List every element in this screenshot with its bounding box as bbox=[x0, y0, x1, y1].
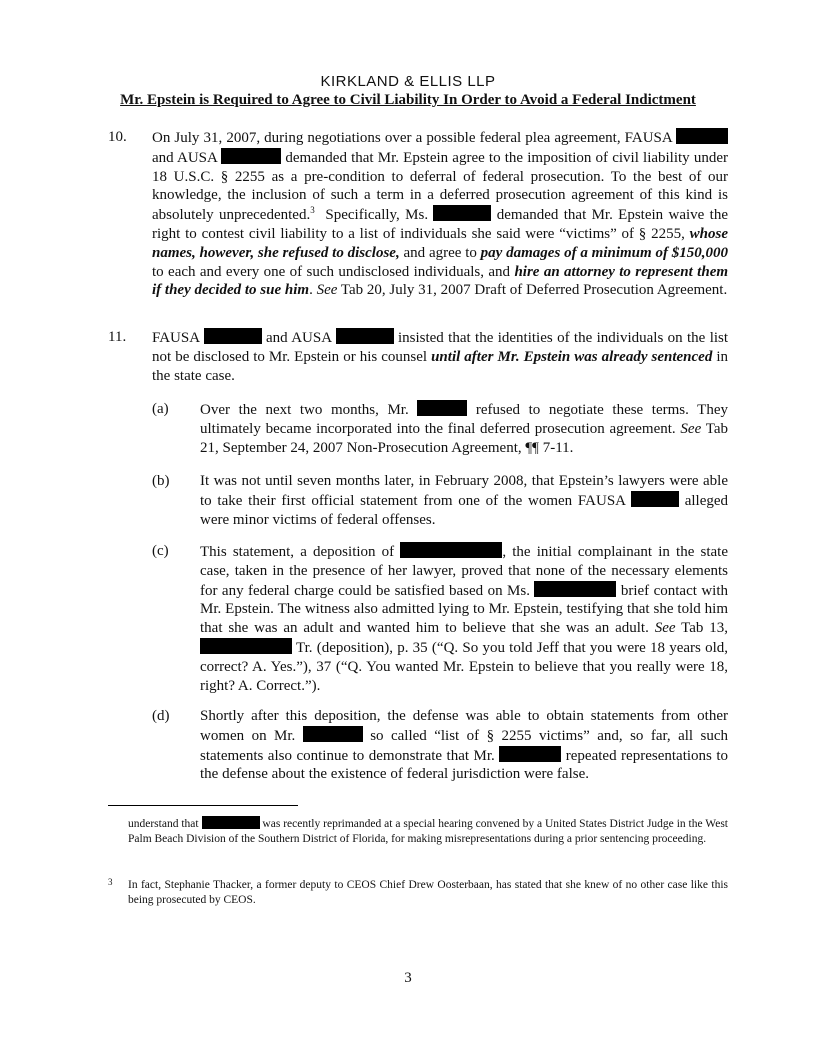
footnote-3 bbox=[108, 878, 728, 908]
emphasis: until after Mr. Epstein was already sentenced bbox=[431, 348, 713, 365]
emphasis: hire an attorney to represent them if they decided to sue him bbox=[152, 263, 729, 299]
subparagraph-a: (a) Over the next two months, Mr. refused to negotiate these terms. They ultimately became incorporated into the final deferred prosecution agreement. See Tab 21, September 24, 2007 Non-Prosecution Agreement, ¶¶ 7-11. bbox=[152, 401, 729, 456]
section-heading: Mr. Epstein is Required to Agree to Civil Liability In Order to Avoid a Federal Indictment bbox=[120, 92, 696, 108]
redaction bbox=[534, 581, 616, 597]
subparagraph-c: (c) This statement, a deposition of , the initial complainant in the state case, taken in the presence of her lawyer, proved that none of the necessary elements for any federal charge could be satisfied based on Ms. brief contact with Mr. Epstein. The witness also admitted lying to Mr. Epstein, testifying that she told him that she was an adult and wanted him to believe that she was an adult. See Tab 13, Tr. (deposition), p. 35 (“Q. So you told Jeff that you were 18 years old, correct? A. Yes.”), 37 (“Q. You wanted Mr. Epstein to believe that you really were 18, right? A. Correct.”). bbox=[152, 543, 729, 694]
redaction bbox=[202, 816, 260, 829]
redaction bbox=[433, 205, 491, 221]
footnote-ref: 3 bbox=[310, 205, 315, 216]
subparagraph-d: (d) Shortly after this deposition, the defense was able to obtain statements from other women on Mr. so called “list of § 2255 victims” and, so far, all such statements also continue to demonstrate that Mr. repeated representations to the defense about the existence of federal jurisdiction were false. bbox=[152, 708, 729, 783]
redaction bbox=[204, 328, 262, 344]
emphasis: whose names, however, she refused to disclose, bbox=[152, 225, 728, 261]
footnote-continuation: understand that was recently reprimanded at a special hearing convened by a United States District Judge in the West Palm Beach Division of the Southern District of Florida, for making misrepresentations during a prior sentencing proceeding. bbox=[128, 818, 728, 845]
redaction bbox=[631, 491, 679, 507]
footnote-text: In fact, Stephanie Thacker, a former deputy to CEOS Chief Drew Oosterbaan, has stated that she knew of no other case like this being prosecuted by CEOS. bbox=[128, 879, 728, 906]
redaction bbox=[221, 148, 281, 164]
redaction bbox=[499, 746, 561, 762]
paragraph-11: 11. FAUSA and AUSA insisted that the identities of the individuals on the list not be disclosed to Mr. Epstein or his counsel until after Mr. Epstein was already sentenced in the state case. bbox=[108, 329, 729, 384]
redaction bbox=[200, 638, 292, 654]
redaction bbox=[303, 726, 363, 742]
footnote-divider bbox=[108, 805, 298, 806]
redaction bbox=[417, 400, 467, 416]
paragraph-number: 11. bbox=[108, 329, 127, 345]
subparagraph-label: (a) bbox=[152, 401, 169, 417]
emphasis: pay damages of a minimum of $150,000 bbox=[480, 244, 728, 261]
redaction bbox=[336, 328, 394, 344]
subparagraph-b: (b) It was not until seven months later, in February 2008, that Epstein’s lawyers were able to take their first official statement from one of the women FAUSA alleged were minor victims of federal offenses. bbox=[152, 473, 729, 528]
footnote-marker: 3 bbox=[108, 877, 113, 887]
redaction bbox=[400, 542, 502, 558]
paragraph-number: 10. bbox=[108, 129, 127, 145]
paragraph-10: 10. On July 31, 2007, during negotiations over a possible federal plea agreement, FAUSA and AUSA demanded that Mr. Epstein agree to the imposition of civil liability under 18 U.S.C. § 2255 as a pre-condition to deferral of federal prosecution. To the best of our knowledge, the inclusion of such a term in a deferred prosecution agreement of this kind is absolutely unprecedented.$^3$ Specifically, Ms. demanded that Mr. Epstein waive the right to contest civil liability to a list of individuals she said were “victims” of § 2255, whose names, however, she refused to disclose, and agree to pay damages of a minimum of $150,000 to each and every one of such undisclosed individuals, and hire an attorney to represent them if they decided to sue him. See Tab 20, July 31, 2007 Draft of Deferred Prosecution Agreement. bbox=[108, 129, 729, 299]
page-number: 3 bbox=[404, 970, 412, 986]
subparagraph-label: (d) bbox=[152, 708, 170, 724]
firm-letterhead: KIRKLAND & ELLIS LLP bbox=[320, 73, 496, 90]
subparagraph-label: (b) bbox=[152, 473, 170, 489]
subparagraph-label: (c) bbox=[152, 543, 169, 559]
redaction bbox=[676, 128, 728, 144]
